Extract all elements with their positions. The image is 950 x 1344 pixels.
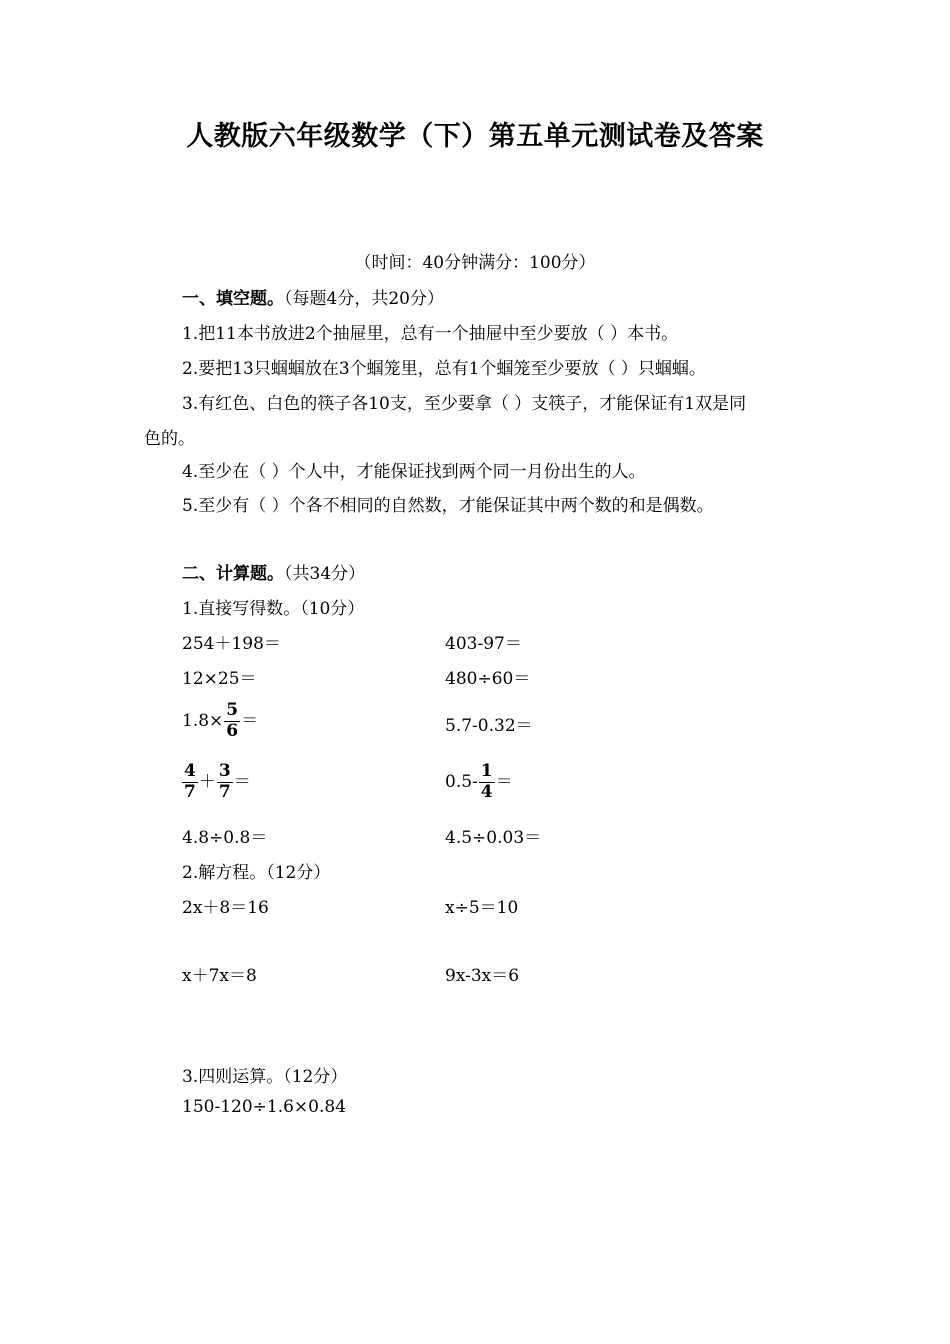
calc-10: 4.5÷0.03＝ xyxy=(445,828,542,848)
question-4: 4.至少在（ ）个人中，才能保证找到两个同一月份出生的人。 xyxy=(182,462,646,482)
section2-head: 二、计算题。 xyxy=(182,564,284,584)
section1-note: （每题4分，共20分） xyxy=(284,289,444,309)
equation-4: 9x-3x＝6 xyxy=(445,966,520,986)
calc-6: 5.7-0.32＝ xyxy=(445,716,533,736)
calc-5-prefix: 1.8× xyxy=(182,711,224,731)
calc-2: 403-97＝ xyxy=(445,634,522,654)
fraction-four-sevenths xyxy=(182,762,198,802)
section2-note: （共34分） xyxy=(284,564,366,584)
calc-9: 4.8÷0.8＝ xyxy=(182,828,268,848)
calc-4: 480÷60＝ xyxy=(445,669,531,689)
fraction-numerator: 1 xyxy=(480,761,493,782)
section1-head: 一、填空题。 xyxy=(182,289,284,309)
calc-8-equals: ＝ xyxy=(495,772,513,792)
question-2: 2.要把13只蝈蝈放在3个蝈笼里，总有1个蝈笼至少要放（ ）只蝈蝈。 xyxy=(182,359,706,379)
question-3-continued: 色的。 xyxy=(144,429,195,449)
fraction-five-sixths xyxy=(224,701,240,741)
fraction-denominator: 6 xyxy=(226,721,239,741)
section1-heading xyxy=(182,284,444,309)
fraction-denominator: 7 xyxy=(184,782,196,802)
equation-1: 2x＋8＝16 xyxy=(182,898,269,918)
calc-5 xyxy=(182,699,258,743)
fraction-denominator: 7 xyxy=(218,782,231,802)
fraction-three-sevenths xyxy=(217,762,233,802)
fraction-numerator: 4 xyxy=(184,761,196,782)
equation-3: x＋7x＝8 xyxy=(182,966,257,986)
section2-heading xyxy=(182,559,365,584)
page-title: 人教版六年级数学（下）第五单元测试卷及答案 xyxy=(186,121,764,152)
calc-3: 12×25＝ xyxy=(182,669,257,689)
calc-5-equals: ＝ xyxy=(241,711,259,731)
time-info: （时间：40分钟满分：100分） xyxy=(354,253,596,273)
plus-sign: ＋ xyxy=(198,772,216,792)
calc-1: 254＋198＝ xyxy=(182,634,281,654)
calc-8-prefix: 0.5- xyxy=(445,772,478,792)
fraction-denominator: 4 xyxy=(480,782,493,802)
fraction-numerator: 3 xyxy=(218,761,231,782)
calc-7 xyxy=(182,760,251,804)
part2-title: 2.解方程。（12分） xyxy=(182,863,331,883)
part3-title: 3.四则运算。（12分） xyxy=(182,1067,348,1087)
mixed-operation-1: 150-120÷1.6×0.84 xyxy=(182,1097,347,1117)
fraction-one-quarter xyxy=(479,762,495,802)
fraction-numerator: 5 xyxy=(226,700,239,721)
question-3: 3.有红色、白色的筷子各10支，至少要拿（ ）支筷子，才能保证有1双是同 xyxy=(182,394,747,414)
part1-title: 1.直接写得数。（10分） xyxy=(182,599,365,619)
calc-8 xyxy=(445,760,513,804)
question-1: 1.把11本书放进2个抽屉里，总有一个抽屉中至少要放（ ）本书。 xyxy=(182,324,679,344)
equation-2: x÷5＝10 xyxy=(445,898,519,918)
question-5: 5.至少有（ ）个各不相同的自然数，才能保证其中两个数的和是偶数。 xyxy=(182,496,714,516)
calc-7-equals: ＝ xyxy=(233,772,251,792)
